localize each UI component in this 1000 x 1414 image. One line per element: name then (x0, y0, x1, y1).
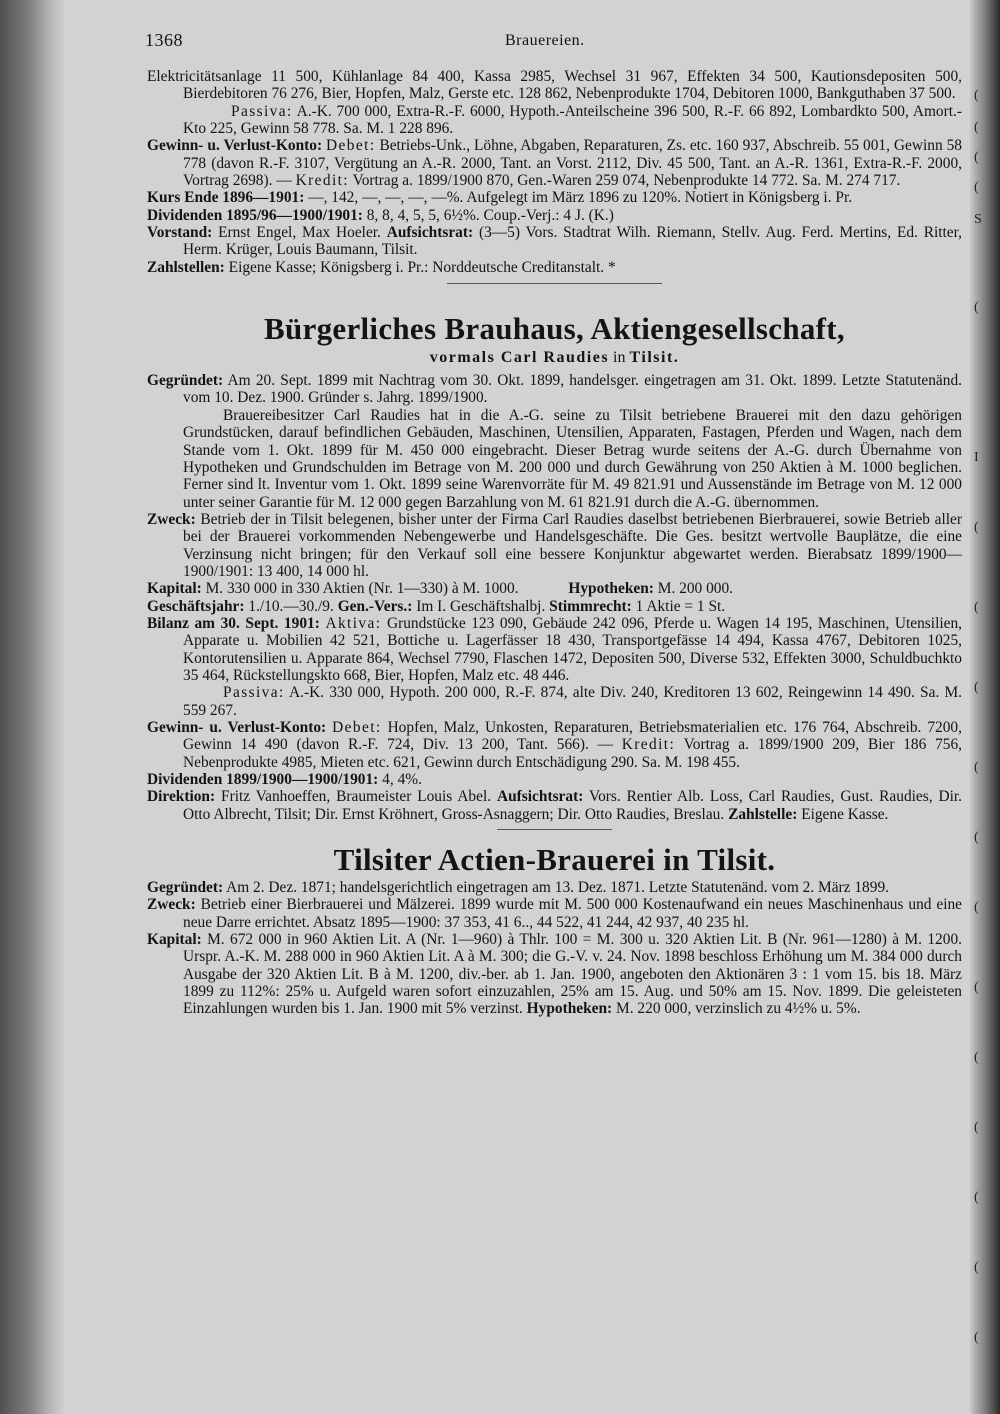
text: Elektricitätsanlage 11 500, Kühlanlage 84 400, Kassa 2985, Wechsel 31 967, Effekten 34 500, Kautionsdepositen 500, Bierdebitoren 76 276, Bier, Hopfen, Malz, Gerste etc. 128 862, Nebenprodukte 1704, Debitoren 1000, Bankguthaben 37 500. (147, 68, 962, 103)
text: M. 220 000, verzinslich zu 4½% u. 5%. (616, 1000, 861, 1018)
label: Gegründet: (147, 879, 224, 897)
margin-mark: ( (974, 120, 979, 135)
margin-mark: ( (974, 1260, 979, 1275)
label: Direktion: (147, 788, 216, 806)
text: Im I. Geschäftshalbj. (416, 597, 546, 615)
margin-mark: ( (974, 980, 979, 995)
label: Kapital: (147, 931, 202, 949)
label: Zweck: (147, 510, 196, 528)
text: 4, 4%. (382, 771, 422, 789)
label: Dividenden 1899/1900—1900/1901: (147, 771, 379, 789)
text: M. 672 000 in 960 Aktien Lit. A (Nr. 1—960) à Thlr. 100 = M. 300 u. 320 Aktien Lit. B (Nr. 961—1280) à M. 1200. Urspr. A.-K. M. 288 000 in 960 Aktien Lit. A à M. 300; die G.-V. v. 24. Nov. 1898 beschloss Erhöhung um M. 384 000 durch Ausgabe der 320 Aktien Lit. B à M. 1200, div.-ber. ab 1. Jan. 1900, angeboten den Aktionären 3 : 1 vom 15. bis 18. März 1899 zu 112%: 25% u. Aufgeld waren sofort einzuzahlen, 25% am 15. Aug. und 50% am 15. Nov. 1899. Die geleisteten Einzahlungen wurden bis 1. Jan. 1900 mit 5% verzinst. (183, 931, 962, 1018)
vorstand-entry (147, 224, 962, 259)
direktion-entry (147, 788, 962, 823)
text: Am 20. Sept. 1899 mit Nachtrag vom 30. Okt. 1899, handelsger. eingetragen am 31. Okt. 1899. Letzte Statutenänd. vom 10. Dez. 1900. Gründer s. Jahrg. 1899/1900. (183, 372, 963, 407)
margin-mark: ( (974, 830, 979, 845)
margin-mark: ( (974, 1190, 979, 1205)
margin-mark: I (974, 450, 979, 465)
margin-mark: ( (974, 760, 979, 775)
margin-mark: ( (974, 680, 979, 695)
text: —, 142, —, —, —, —%. Aufgelegt im März 1896 zu 120%. Notiert in Königsberg i. Pr. (308, 189, 853, 207)
text: Brauereibesitzer Carl Raudies hat in die A.-G. seine zu Tilsit betriebene Brauerei mit den dazu gehörigen Grundstücken, darauf befindlichen Gebäuden, Maschinen, Utensilien, Apparaten, Fastagen, Pferden und Wagen, nach dem Stande vom 1. Okt. 1899 für M. 450 000 eingebracht. Dieser Betrag wurde seitens der A.-G. durch Übernahme von Hypotheken und Grundschulden im Betrage von M. 200 000 und durch Gewährung von 250 Aktien à M. 1000 beglichen. Ferner sind lt. Inventur vom 1. Okt. 1899 seine Warenvorräte für M. 49 821.91 und Aussenstände im Betrage von M. 12 000 unter seiner Garantie für M. 12 000 gegen Barzahlung von M. 61 821.91 durch die A.-G. übernommen. (183, 406, 962, 511)
section-buergerliches-brauhaus (147, 311, 962, 830)
margin-mark: ( (974, 180, 979, 195)
zweck-entry (147, 511, 962, 580)
text: 1 Aktie = 1 St. (635, 597, 726, 615)
section-previous-company (147, 68, 962, 284)
guv-entry (147, 719, 962, 771)
label: Gewinn- u. Verlust-Konto: (147, 137, 323, 155)
label: Gen.-Vers.: (337, 597, 413, 615)
margin-mark: ( (974, 300, 979, 315)
passiva-entry (147, 103, 962, 138)
label: Aufsichtsrat: (386, 224, 474, 242)
section-divider (447, 283, 662, 284)
text: Vortrag a. 1899/1900 870, Gen.-Waren 259 074, Nebenprodukte 14 772. Sa. M. 274 717. (352, 172, 901, 190)
label: Kapital: (147, 580, 202, 598)
subtitle-in: in (613, 349, 626, 367)
label: Debet: (326, 137, 376, 155)
geschaeftsjahr-entry (147, 598, 962, 615)
kapital-entry (147, 580, 962, 597)
label: Aktiva: (325, 614, 382, 632)
text: Vortrag a. 1899/1900 209, Bier 186 756, Nebenprodukte 4985, Mieten etc. 621, Gewinn durch Entschädigung 290. Sa. M. 198 455. (183, 736, 962, 771)
history-paragraph (147, 407, 962, 511)
label: Aufsichtsrat: (496, 788, 584, 806)
label: Debet: (332, 719, 382, 736)
passiva-entry (147, 684, 962, 719)
margin-mark: S (974, 212, 982, 227)
text: 1./10.—30./9. (248, 597, 334, 615)
text: M. 200 000. (657, 580, 734, 598)
kapital-entry (147, 931, 962, 1018)
label: Kredit: (621, 736, 676, 754)
margin-mark: ( (974, 900, 979, 915)
text: Grundstücke 123 090, Gebäude 242 096, Pferde u. Wagen 14 195, Maschinen, Utensilien, Apparate u. Mobilien 42 521, Bottiche u. Lagerfässer 18 430, Transportgefässe 14 494, Kassa 4767, Debitoren 1025, Kontorutensilien u. Apparate 864, Wechsel 7790, Flaschen 1472, Depositen 500, Diverse 532, Effekten 3000, Schuldbuchkto 35 464, Rückstellungskto 668, Bier, Hopfen, Malz etc. 48 446. (183, 614, 962, 684)
section-tilsiter-actien-brauerei (147, 842, 962, 1018)
running-title: Brauereien. (505, 32, 585, 49)
label: Passiva: (231, 102, 293, 120)
aktiva-continuation (147, 68, 962, 103)
label: Geschäftsjahr: (147, 597, 245, 615)
label: Kredit: (295, 172, 349, 190)
scan-right-edge (970, 0, 1000, 1414)
dividenden-entry (147, 207, 962, 224)
gegruendet-entry (147, 372, 962, 407)
text: Betriebs-Unk., Löhne, Abgaben, Reparaturen, Zs. etc. 160 937, Abschreib. 55 001, Gewinn 58 778 (davon R.-F. 3107, Vergütung an A.-R. 2000, Tant. an Vorst. 2112, Div. 45 500, Tant. an A.-R. 1361, Extra-R.-F. 2000, Vortrag 2698). — (183, 137, 962, 190)
text: 8, 8, 4, 5, 5, 6½%. Coup.-Verj.: 4 J. (K.) (366, 206, 614, 224)
text: Am 2. Dez. 1871; handelsgerichtlich eingetragen am 13. Dez. 1871. Letzte Statutenänd. vom 2. März 1899. (226, 879, 889, 897)
text: Hopfen, Malz, Unkosten, Reparaturen, Betriebsmaterialien etc. 176 764, Abschreib. 7200, Gewinn 14 490 (davon R.-F. 724, Div. 13 200, Tant. 566). (183, 719, 962, 754)
label: Zweck: (147, 896, 196, 914)
text: Ernst Engel, Max Hoeler. (218, 224, 381, 242)
label: Zahlstellen: (147, 258, 225, 276)
company-title: Bürgerliches Brauhaus, Aktiengesellschaft, (264, 311, 845, 347)
bilanz-entry (147, 615, 962, 684)
company-subtitle (147, 348, 962, 368)
text: M. 330 000 in 330 Aktien (Nr. 1—330) à M. 1000. (205, 580, 519, 598)
label: Bilanz am 30. Sept. 1901: (147, 614, 320, 632)
subtitle-former-name: vormals Carl Raudies (429, 349, 610, 367)
page-number: 1368 (145, 30, 183, 50)
label: Dividenden 1895/96—1900/1901: (147, 206, 363, 224)
margin-mark: ( (974, 88, 979, 103)
text: (3—5) Vors. Stadtrat Wilh. Riemann, Stellv. Aug. Ferd. Mertins, Ed. Ritter, Herm. Krüger, Louis Baumann, Tilsit. (183, 224, 962, 259)
label: Gegründet: (147, 372, 224, 390)
page-body (147, 68, 962, 1018)
dividenden-entry (147, 771, 962, 788)
margin-mark: ( (974, 1120, 979, 1135)
page-header (145, 30, 965, 54)
label: Gewinn- u. Verlust-Konto: (147, 719, 327, 736)
text: Vors. Rentier Alb. Loss, Carl Raudies, Gust. Raudies, Dir. Otto Albrecht, Tilsit; Dir. Ernst Kröhnert, Gross-Asnaggern; Dir. Otto Raudies, Breslau. (183, 788, 962, 823)
label: Zahlstelle: (728, 805, 798, 823)
text: Fritz Vanhoeffen, Braumeister Louis Abel. (221, 788, 492, 806)
zweck-entry (147, 896, 962, 931)
guv-entry (147, 137, 962, 189)
label: Passiva: (223, 684, 285, 702)
zahlstellen-entry (147, 259, 962, 276)
subtitle-city: Tilsit. (629, 349, 680, 367)
company-title: Tilsiter Actien-Brauerei in Tilsit. (333, 842, 776, 878)
section-divider (497, 829, 612, 830)
margin-mark: ( (974, 150, 979, 165)
label: Hypotheken: (568, 580, 654, 598)
text: A.-K. 330 000, Hypoth. 200 000, R.-F. 874, alte Div. 240, Kreditoren 13 602, Reingewinn 14 490. Sa. M. 559 267. (183, 684, 962, 719)
label: Stimmrecht: (549, 597, 632, 615)
text: Betrieb der in Tilsit belegenen, bisher unter der Firma Carl Raudies daselbst betriebenen Bierbrauerei, sowie Betrieb aller bei der Brauerei vorkommenden Nebengewerbe und Handelsgeschäfte. Die Ges. besitzt wertvolle Bauplätze, die eine Verzinsung nicht bringen; für den Verkauf soll eine bessere Konjunktur abgewartet werden. Bierabsatz 1899/1900—1900/1901: 13 400, 14 000 hl. (183, 510, 962, 580)
text: A.-K. 700 000, Extra-R.-F. 6000, Hypoth.-Anteilscheine 396 500, R.-F. 66 892, Lombardkto 500, Amort.-Kto 225, Gewinn 58 778. Sa. M. 1 228 896. (183, 102, 962, 138)
kurs-entry (147, 189, 962, 206)
label: Kurs Ende 1896—1901: (147, 189, 305, 207)
gegruendet-entry (147, 879, 962, 896)
text: Eigene Kasse. (801, 805, 889, 823)
dash: — (597, 736, 613, 754)
label: Hypotheken: (526, 1000, 613, 1018)
margin-mark: ( (974, 1050, 979, 1065)
margin-mark: ( (974, 600, 979, 615)
scan-left-edge-shadow (0, 0, 64, 1414)
label: Vorstand: (147, 224, 213, 242)
text: Eigene Kasse; Königsberg i. Pr.: Norddeutsche Creditanstalt. * (228, 258, 616, 276)
text: Betrieb einer Bierbrauerei und Mälzerei. 1899 wurde mit M. 500 000 Kostenaufwand ein neues Maschinenhaus und eine neue Darre errichtet. Absatz 1895—1900: 37 353, 41 6.., 44 522, 41 244, 42 937, 40 235 hl. (183, 896, 962, 931)
margin-mark: ( (974, 520, 979, 535)
margin-mark: ( (974, 1330, 979, 1345)
